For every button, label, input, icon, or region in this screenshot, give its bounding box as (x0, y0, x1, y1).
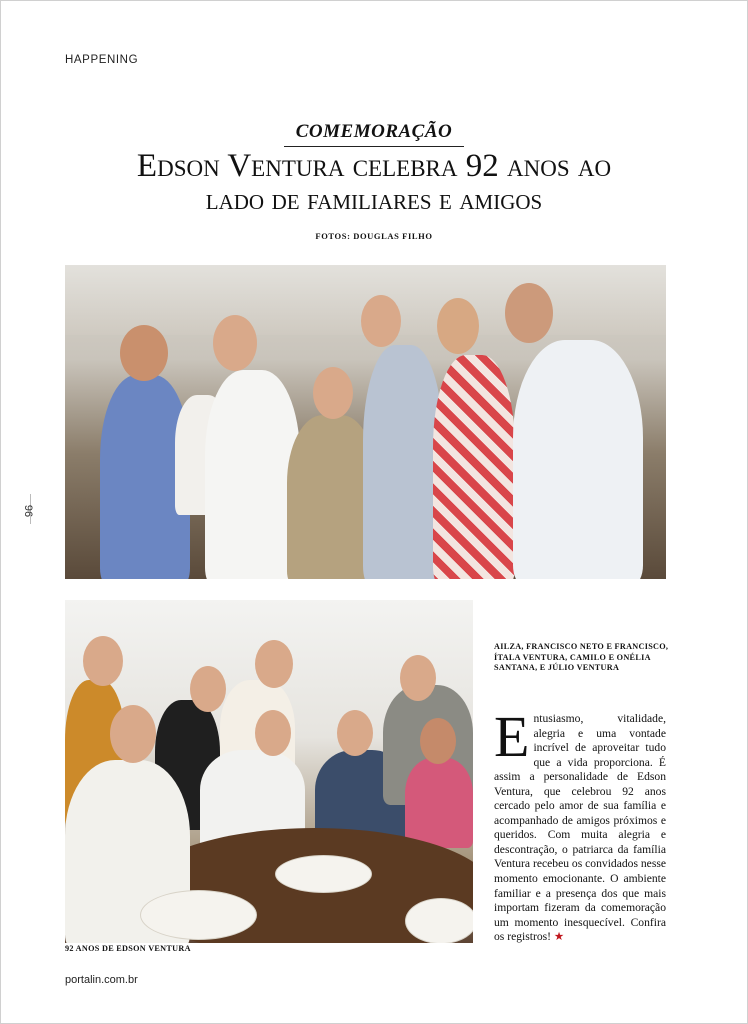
photo2-plate-3 (405, 898, 473, 943)
photo2-head-6 (400, 655, 436, 701)
photo1-caption: AILZA, FRANCISCO NETO E FRANCISCO, ÍTALA VENTURA, CAMILO E ONÉLIA SANTANA, E JÚLIO VENTURA (494, 642, 669, 672)
photo2-head-5 (337, 710, 373, 756)
group-photo-standing (65, 265, 666, 579)
headline-line-2: lado de familiares e amigos (205, 183, 543, 216)
photo1-person-2 (205, 370, 300, 579)
photo1-head-1 (120, 325, 168, 381)
article-text: ntusiasmo, vitalidade, alegria e uma vontade incrível de aproveitar tudo que a vida proporciona. É assim a personalidade de Edson Ventura, que celebrou 92 anos cercado pelo amor de sua família e acompanhado de amigos próximos e queridos. Com muita alegria e descontração, o patriarca da família Ventura recebeu os convidados nesse momento emocionante. O ambiente familiar e a presença dos que mais importam fizeram da comemoração um momento inesquecível. Confira os registros! (494, 712, 666, 944)
drop-cap: E (494, 704, 530, 769)
photo2-head-3 (255, 640, 293, 688)
photo1-head-3 (313, 367, 353, 419)
headline-line-1: Edson Ventura celebra 92 anos ao (136, 148, 612, 184)
star-icon: ★ (553, 930, 565, 944)
photo2-head-front (110, 705, 156, 763)
footer-url: portalin.com.br (65, 974, 138, 986)
photo1-person-6 (513, 340, 643, 579)
group-photo-table (65, 600, 473, 943)
photo2-plate-2 (275, 855, 372, 893)
kicker-text: COMEMORAÇÃO (284, 121, 465, 147)
photo2-plate-1 (140, 890, 257, 940)
photo1-person-5 (433, 355, 515, 579)
headline (40, 150, 708, 216)
article-body (494, 704, 666, 945)
photo-credit: FOTOS: DOUGLAS FILHO (315, 231, 433, 241)
page-number: 96 (22, 504, 35, 518)
section-label: HAPPENING (65, 54, 139, 66)
photo2-person-7 (405, 758, 473, 848)
photo2-head-1 (83, 636, 123, 686)
kicker (0, 121, 748, 147)
photo1-head-5 (437, 298, 479, 354)
photo2-head-2 (190, 666, 226, 712)
photo1-person-4 (363, 345, 443, 579)
photo2-caption: 92 ANOS DE EDSON VENTURA (65, 944, 191, 953)
photo1-head-6 (505, 283, 553, 343)
photo1-head-4 (361, 295, 401, 347)
photo2-head-7 (420, 718, 456, 764)
photo2-head-4 (255, 710, 291, 756)
photo1-head-2 (213, 315, 257, 371)
